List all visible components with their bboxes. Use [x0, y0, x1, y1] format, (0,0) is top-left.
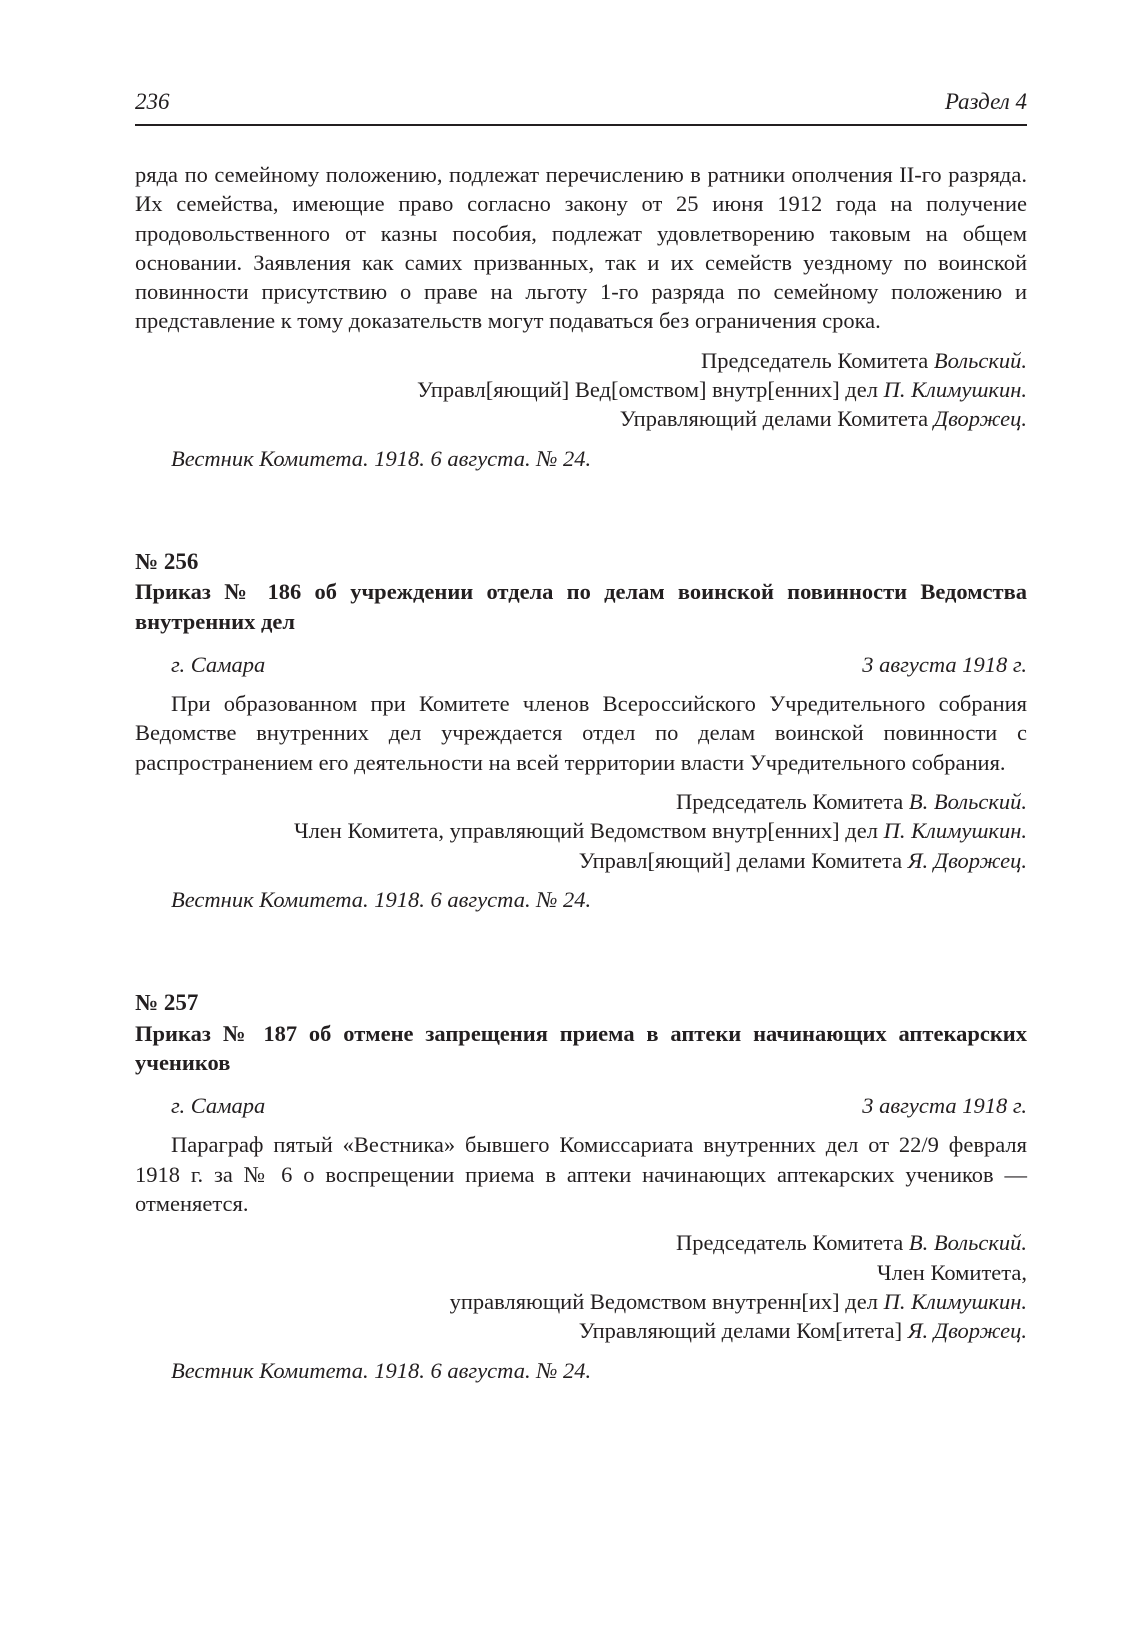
document-title: Приказ № 186 об учреждении отдела по делам воинской повинности Ведомства внутренних дел: [135, 579, 1027, 634]
signature-line: Управл[яющий] Вед[омством] внутр[енних] дел П. Климушкин.: [416, 377, 1027, 403]
page-number: 236: [135, 89, 170, 114]
document-paragraph: Параграф пятый «Вестника» бывшего Комиссариата внутренних дел от 22/9 февраля 1918 г. за № 6 о воспрещении приема в аптеки начинающих аптекарских учеников — отменяется.: [135, 1132, 1027, 1217]
document-number: № 256: [135, 548, 199, 574]
document-source: Вестник Комитета. 1918. 6 августа. № 24.: [171, 886, 592, 912]
document-place: г. Самара: [171, 1093, 266, 1119]
signature-line: Член Комитета, управляющий Ведомством внутр[енних] дел П. Климушкин.: [293, 818, 1027, 844]
document-place: г. Самара: [171, 651, 266, 677]
book-page: [135, 88, 1027, 1385]
intro-section: [135, 160, 1027, 473]
place-date-line: [135, 1091, 1027, 1120]
document-257: [135, 988, 1027, 1385]
signature-line: Председатель Комитета Вольский.: [700, 347, 1027, 373]
intro-source: Вестник Комитета. 1918. 6 августа. № 24.: [171, 445, 592, 471]
document-paragraph: При образованном при Комитете членов Всероссийского Учредительного собрания Ведомстве внутренних дел учреждается отдел по делам воинской повинности с распространением его деятельности на всей территории власти Учредительного собрания.: [135, 691, 1027, 775]
document-signatures: [135, 787, 1027, 875]
document-source: Вестник Комитета. 1918. 6 августа. № 24.: [171, 1357, 592, 1383]
signature-line: Председатель Комитета В. Вольский.: [675, 1230, 1027, 1256]
section-title: Раздел 4: [944, 89, 1027, 114]
signature-line: Управляющий делами Ком[итета] Я. Дворжец.: [578, 1318, 1027, 1344]
intro-paragraph: ряда по семейному положению, подлежат перечислению в ратники ополчения II-го разряда. Их семейства, имеющие право согласно закону от 25 июня 1912 года на получение продовольственного от казны пособия, подлежат удовлетворению таковым на общем основании. Заявления как самих призванных, так и их семейств уездному по воинской повинности присутствию о праве на льготу 1-го разряда по семейному положению и представление к тому доказательств могут подаваться без ограничения срока.: [135, 162, 1027, 334]
intro-signatures: [135, 346, 1027, 434]
signature-line: Член Комитета,: [876, 1259, 1027, 1285]
signature-line: управляющий Ведомством внутренн[их] дел П. Климушкин.: [449, 1288, 1027, 1314]
signature-line: Управляющий делами Комитета Дворжец.: [619, 406, 1027, 432]
signature-line: Председатель Комитета В. Вольский.: [675, 789, 1027, 815]
running-head: [135, 88, 1027, 126]
document-signatures: [135, 1228, 1027, 1345]
document-256: [135, 547, 1027, 914]
signature-line: Управл[яющий] делами Комитета Я. Дворжец.: [578, 847, 1027, 873]
place-date-line: [135, 650, 1027, 679]
document-title: Приказ № 187 об отмене запрещения приема в аптеки начинающих аптекарских учеников: [135, 1020, 1027, 1075]
document-date: 3 августа 1918 г.: [862, 1093, 1027, 1119]
document-number: № 257: [135, 990, 199, 1016]
document-date: 3 августа 1918 г.: [862, 651, 1027, 677]
